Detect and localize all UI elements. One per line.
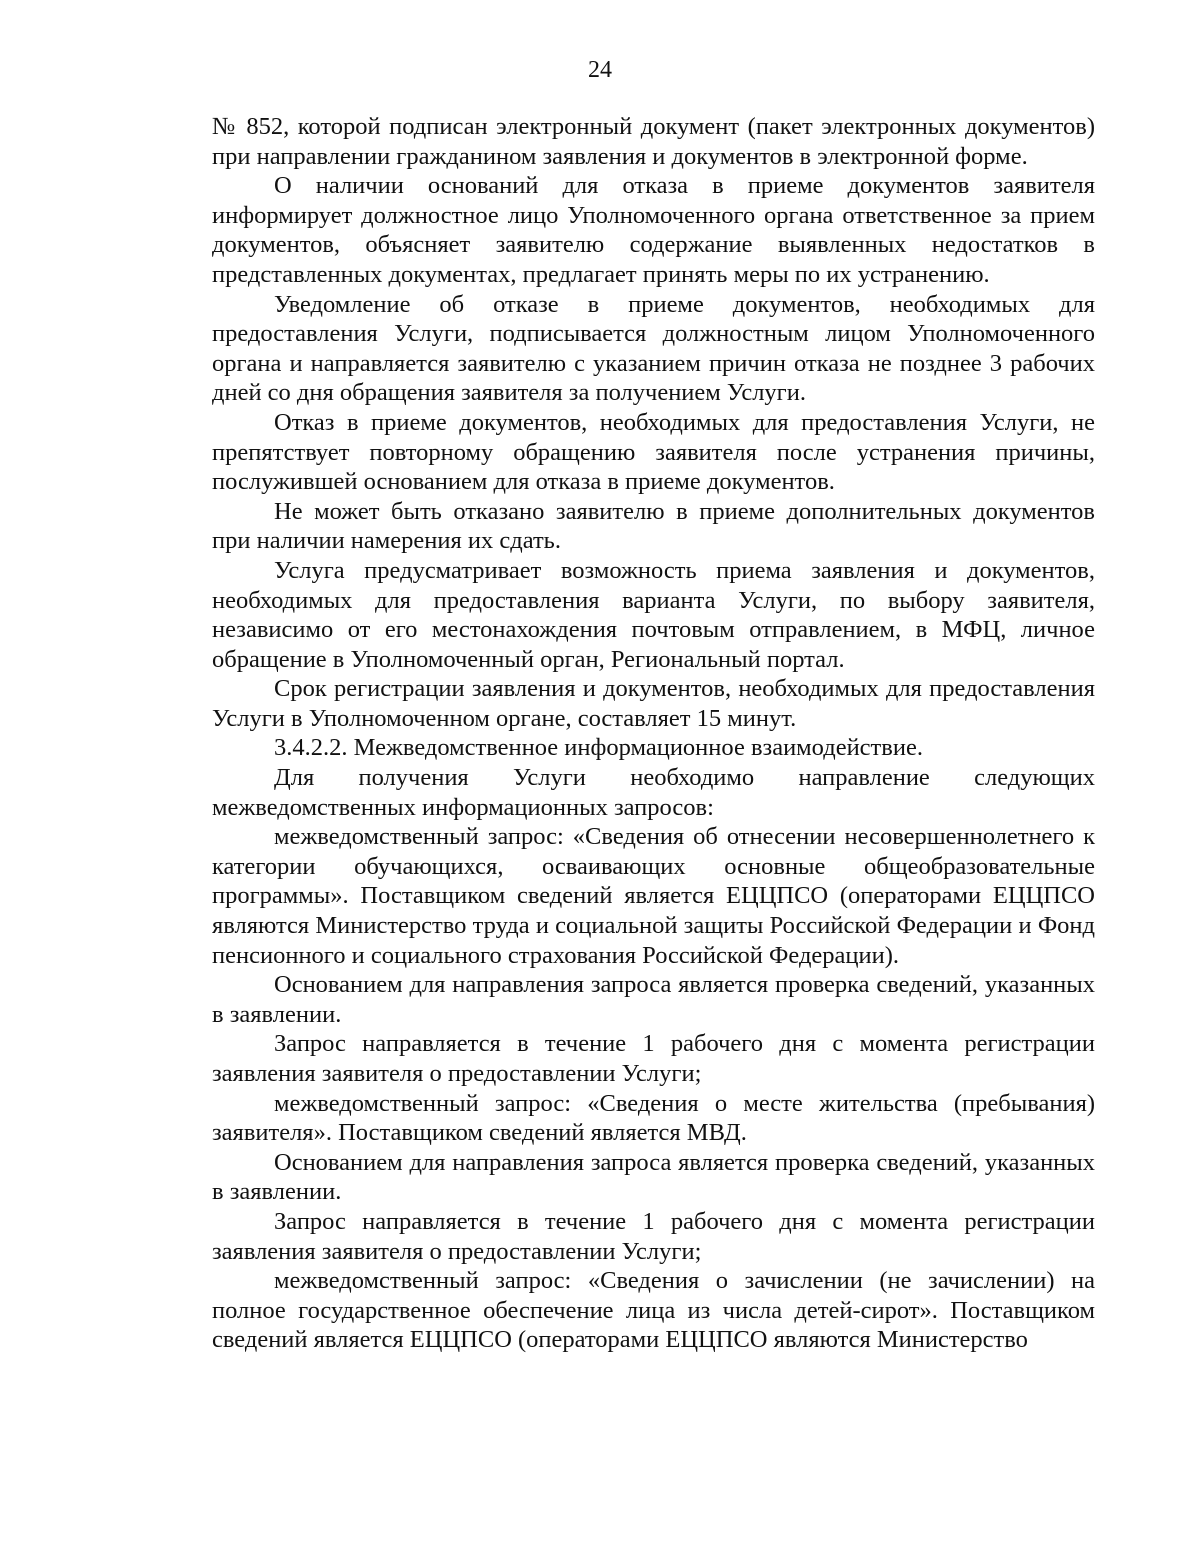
paragraph: Запрос направляется в течение 1 рабочего дня с момента регистрации заявления заявителя о предоставлении Услуги;: [212, 1030, 1095, 1087]
paragraph: межведомственный запрос: «Сведения о месте жительства (пребывания) заявителя». Поставщиком сведений является МВД.: [212, 1089, 1095, 1147]
section-heading: 3.4.2.2. Межведомственное информационное взаимодействие.: [274, 734, 923, 762]
paragraph: Для получения Услуги необходимо направление следующих межведомственных информационных запросов:: [212, 764, 1095, 821]
paragraph: О наличии оснований для отказа в приеме документов заявителя информирует должностное лицо Уполномоченного органа ответственное за прием документов, объясняет заявителю содержание выявленных недостатков в представленных документах, предлагает принять меры по их устранению.: [212, 172, 1095, 288]
paragraph: Услуга предусматривает возможность приема заявления и документов, необходимых для предоставления варианта Услуги, по выбору заявителя, независимо от его местонахождения почтовым отправлением, в МФЦ, личное обращение в Уполномоченный орган, Региональный портал.: [212, 556, 1095, 673]
paragraph: межведомственный запрос: «Сведения о зачислении (не зачислении) на полное государственное обеспечение лица из числа детей-сирот». Поставщиком сведений является ЕЦЦПСО (операторами ЕЦЦПСО являются Министерство: [212, 1267, 1095, 1354]
paragraph: Основанием для направления запроса является проверка сведений, указанных в заявлении.: [212, 971, 1095, 1028]
paragraph: Отказ в приеме документов, необходимых для предоставления Услуги, не препятствует повторному обращению заявителя после устранения причины, послужившей основанием для отказа в приеме документов.: [212, 408, 1095, 496]
page-number: 24: [588, 57, 612, 83]
paragraph: Уведомление об отказе в приеме документов, необходимых для предоставления Услуги, подписывается должностным лицом Уполномоченного органа и направляется заявителю с указанием причин отказа не позднее 3 рабочих дней со дня обращения заявителя за получением Услуги.: [212, 290, 1095, 407]
paragraph: Срок регистрации заявления и документов, необходимых для предоставления Услуги в Уполномоченном органе, составляет 15 минут.: [212, 675, 1095, 732]
paragraph: Не может быть отказано заявителю в приеме дополнительных документов при наличии намерения их сдать.: [212, 497, 1095, 555]
paragraph: межведомственный запрос: «Сведения об отнесении несовершеннолетнего к категории обучающихся, осваивающих основные общеобразовательные программы». Поставщиком сведений является ЕЦЦПСО (операторами ЕЦЦПСО являются Министерство труда и социальной защиты Российской Федерации и Фонд пенсионного и социального страхования Российской Федерации).: [212, 823, 1095, 969]
paragraph: Запрос направляется в течение 1 рабочего дня с момента регистрации заявления заявителя о предоставлении Услуги;: [212, 1207, 1095, 1265]
paragraph: № 852, которой подписан электронный документ (пакет электронных документов) при направлении гражданином заявления и документов в электронной форме.: [212, 113, 1095, 170]
paragraph: Основанием для направления запроса является проверка сведений, указанных в заявлении.: [212, 1148, 1095, 1206]
body-text: [212, 112, 1095, 1355]
